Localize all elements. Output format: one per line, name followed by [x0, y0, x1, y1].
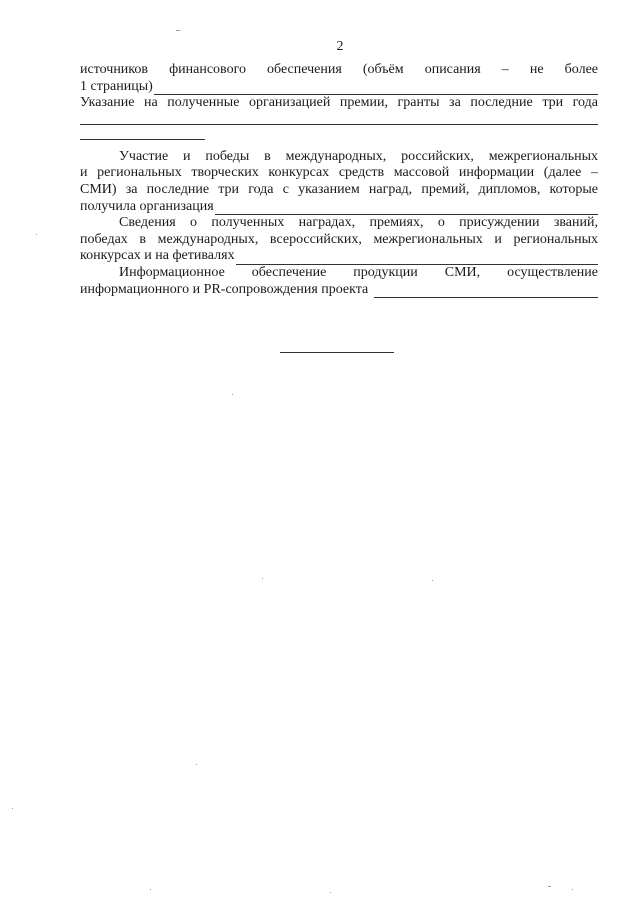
scan-speck [36, 234, 37, 235]
funding-sources-line-2 [80, 79, 598, 96]
awards-grants-paragraph [80, 95, 598, 140]
scan-speck [330, 892, 331, 893]
media-support-line-1: Информационное обеспечение продукции СМИ, осуществление [119, 264, 598, 280]
honors-paragraph [80, 215, 598, 265]
honors-line-2: победах в международных, всероссийских, межрегиональных и региональных [80, 231, 598, 247]
scan-speck [150, 889, 151, 890]
media-support-line-2 [80, 282, 598, 299]
honors-line-1: Сведения о полученных наградах, премиях, о присуждении званий, [119, 215, 598, 231]
scan-speck [432, 580, 433, 581]
media-support-line-2-text: информационного и PR-сопровождения проекта [80, 281, 369, 297]
honors-line-3 [80, 248, 598, 265]
contests-line-3: СМИ) за последние три года с указанием наград, премий, дипломов, которые [80, 181, 598, 197]
funding-sources-line-1: источников финансового обеспечения (объём описания – не более [80, 62, 598, 77]
media-support-paragraph [80, 265, 598, 298]
scan-speck [12, 808, 13, 809]
page-number: 2 [336, 39, 344, 54]
scan-speck [232, 394, 233, 395]
honors-blank[interactable] [236, 252, 598, 265]
contests-line-4 [80, 199, 598, 216]
scan-speck [176, 30, 180, 31]
contests-line-2: и региональных творческих конкурсах средств массовой информации (далее – [80, 165, 598, 181]
scan-speck [548, 886, 551, 887]
contests-line-4-text: получила организация [80, 198, 214, 214]
funding-sources-blank[interactable] [154, 82, 598, 95]
closing-separator-line [280, 352, 394, 353]
awards-grants-blank-1[interactable] [80, 112, 598, 125]
scan-speck [196, 764, 197, 765]
awards-grants-blank-2[interactable] [80, 127, 205, 140]
honors-line-3-text: конкурсах и на фетивалях [80, 248, 235, 264]
funding-sources-paragraph [80, 62, 598, 95]
contests-line-1: Участие и победы в международных, российских, межрегиональных [119, 148, 598, 164]
funding-sources-line-2-text: 1 страницы) [80, 78, 153, 94]
contests-paragraph [80, 149, 598, 215]
document-body [80, 62, 598, 298]
awards-grants-line-1: Указание на полученные организацией премии, гранты за последние три года [80, 95, 598, 111]
contests-blank[interactable] [215, 202, 598, 215]
scan-speck [572, 889, 573, 890]
scan-speck [262, 578, 263, 579]
media-support-blank[interactable] [374, 285, 598, 298]
